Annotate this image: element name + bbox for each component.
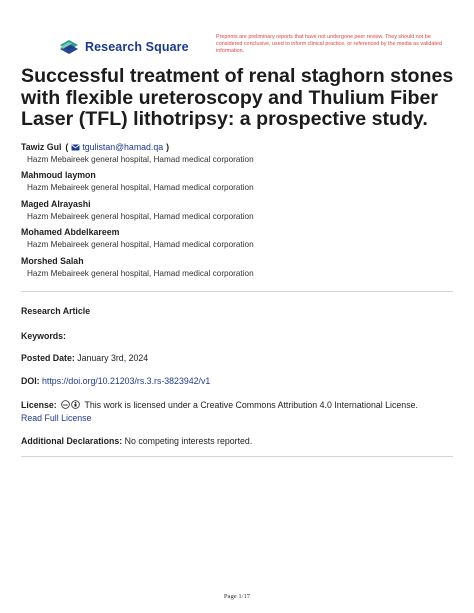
author-entry [21, 141, 451, 169]
cc-by-icon [71, 400, 80, 409]
license-text: This work is licensed under a Creative Commons Attribution 4.0 International License. [84, 400, 418, 410]
author-affiliation: Hazm Mebaireek general hospital, Hamad medical corporation [27, 268, 254, 278]
posted-date-value: January 3rd, 2024 [77, 353, 149, 363]
author-entry [21, 169, 451, 197]
declarations-row [21, 436, 252, 447]
posted-date-label: Posted Date: [21, 353, 75, 363]
paper-title: Successful treatment of renal staghorn stones with flexible ureteroscopy and Thulium Fiber Laser (TFL) lithotripsy: a prospective study. [21, 65, 454, 130]
divider [21, 291, 453, 292]
logo-text: Research Square [85, 40, 189, 54]
author-name: Tawiz Gul [21, 142, 62, 152]
declarations-label: Additional Declarations: [21, 436, 123, 446]
author-name: Mohamed Abdelkareem [21, 227, 120, 238]
envelope-icon [71, 144, 80, 151]
license-label: License: [21, 400, 57, 410]
svg-text:cc: cc [63, 402, 68, 408]
research-square-logo-icon [58, 38, 80, 56]
author-entry [21, 198, 451, 226]
preprint-disclaimer: Preprints are preliminary reports that have not undergone peer review. They should not be considered conclusive, used to inform clinical practice, or referenced by the media as validated information. [216, 34, 442, 55]
creative-commons-icons[interactable] [61, 400, 80, 409]
author-entry [21, 226, 451, 254]
doi-row [21, 376, 210, 387]
research-square-logo[interactable] [58, 38, 189, 56]
keywords-label: Keywords: [21, 331, 66, 341]
author-email: tgulistan@hamad.qa [82, 142, 164, 152]
declarations-text: No competing interests reported. [124, 436, 253, 446]
author-email-link[interactable] [71, 142, 163, 152]
keywords-row [21, 331, 66, 342]
open-paren: ( [65, 142, 69, 152]
author-list [21, 141, 451, 283]
doi-link[interactable]: https://doi.org/10.21203/rs.3.rs-3823942/v1 [42, 376, 211, 386]
cc-icon [61, 400, 70, 409]
read-full-license-link[interactable]: Read Full License [21, 413, 92, 423]
license-row [21, 400, 453, 424]
page-number: Page 1/17 [223, 593, 251, 600]
author-affiliation: Hazm Mebaireek general hospital, Hamad medical corporation [27, 183, 254, 193]
doi-label: DOI: [21, 376, 40, 386]
posted-date-row [21, 353, 148, 364]
divider [21, 456, 453, 457]
article-type [21, 306, 90, 317]
author-name: Morshed Salah [21, 255, 84, 266]
close-paren: ) [166, 142, 170, 152]
article-type-value: Research Article [21, 306, 91, 316]
author-entry [21, 255, 451, 283]
author-affiliation: Hazm Mebaireek general hospital, Hamad medical corporation [27, 211, 254, 221]
author-name: Mahmoud laymon [21, 170, 96, 181]
author-affiliation: Hazm Mebaireek general hospital, Hamad medical corporation [27, 155, 254, 164]
author-name: Maged Alrayashi [21, 198, 91, 209]
author-affiliation: Hazm Mebaireek general hospital, Hamad medical corporation [27, 240, 254, 250]
